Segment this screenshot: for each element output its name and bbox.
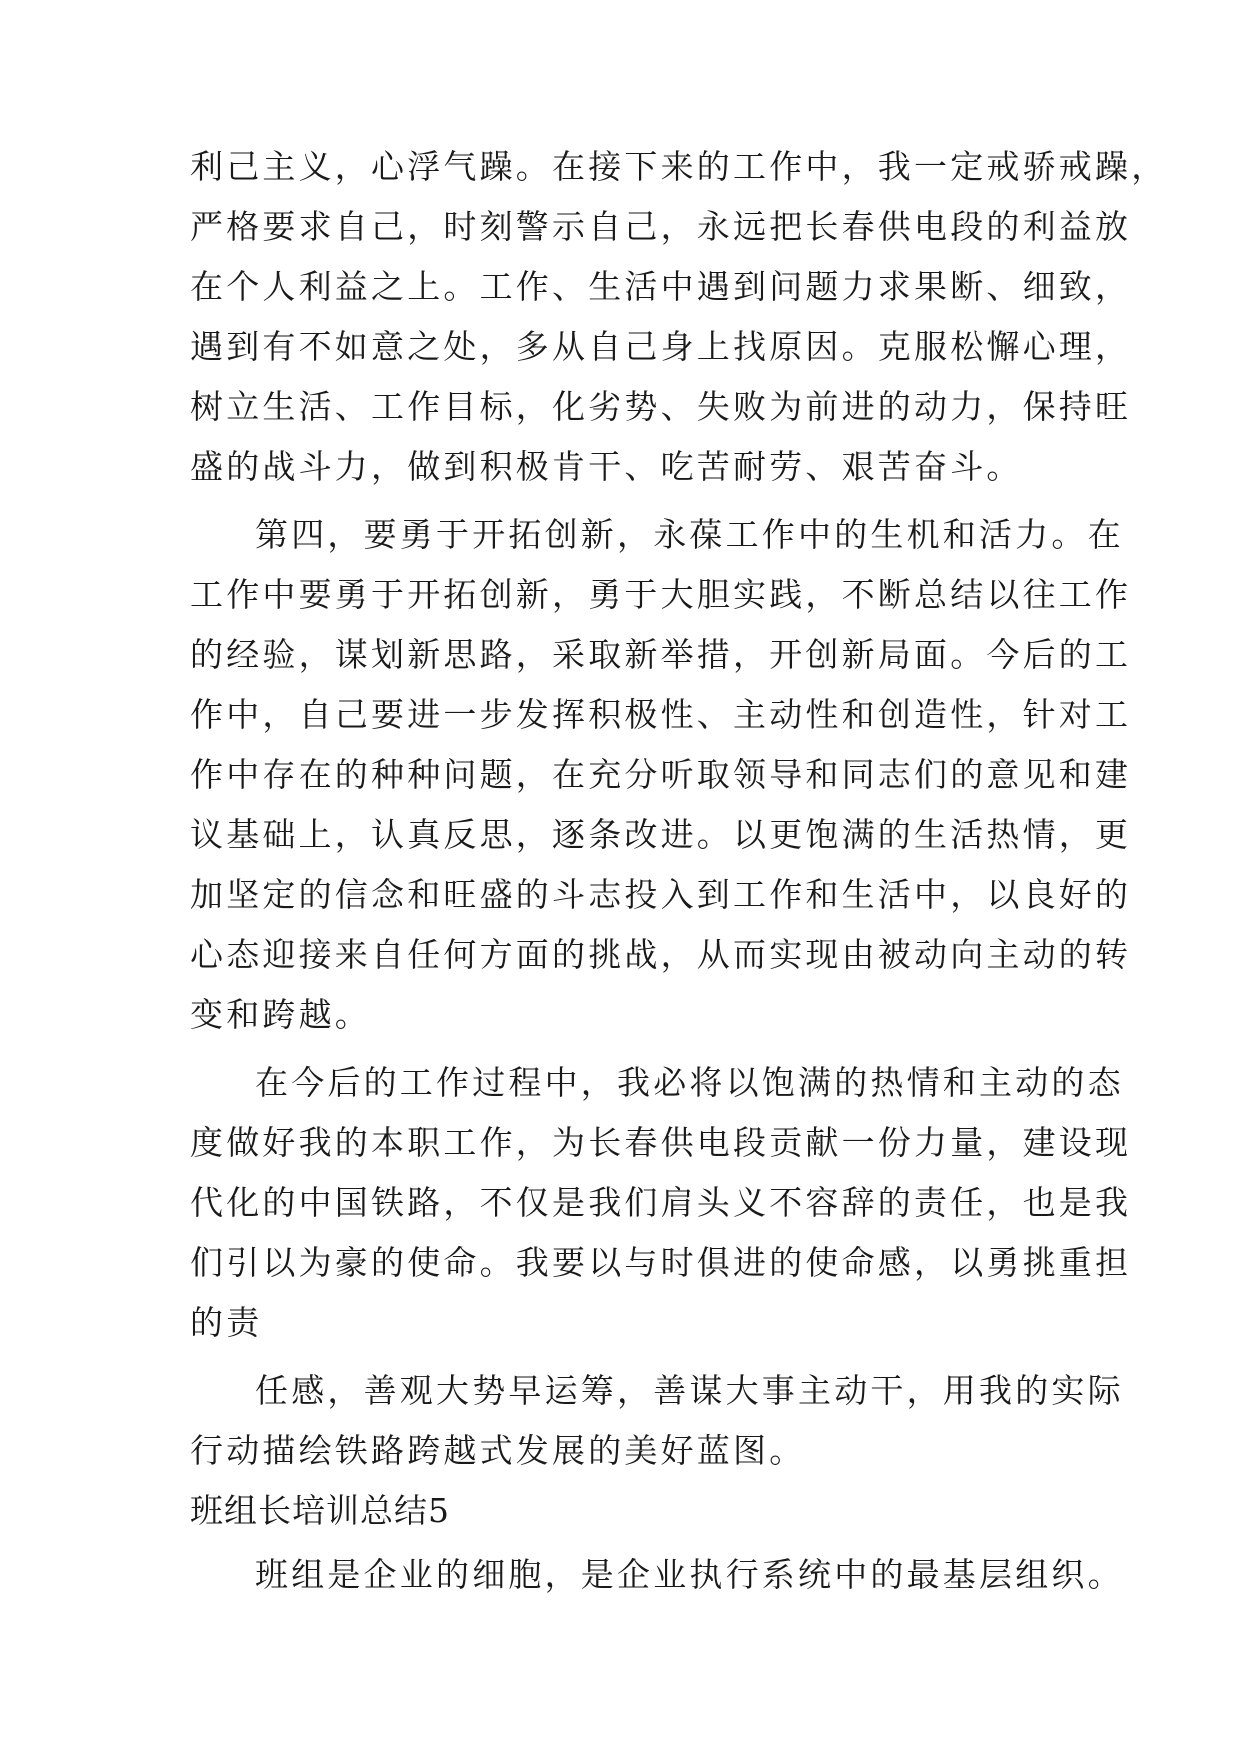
paragraph-line: 度做好我的本职工作，为长春供电段贡献一份力量，建设现 <box>190 1123 1132 1162</box>
paragraph-line: 盛的战斗力，做到积极肯干、吃苦耐劳、艰苦奋斗。 <box>190 447 1023 486</box>
paragraph-line: 代化的中国铁路，不仅是我们肩头义不容辞的责任，也是我 <box>190 1183 1132 1222</box>
paragraph-line: 任感，善观大势早运筹，善谋大事主动干，用我的实际 <box>255 1371 1124 1410</box>
paragraph-line: 们引以为豪的使命。我要以与时俱进的使命感，以勇挑重担 <box>190 1243 1132 1282</box>
paragraph-line: 严格要求自己，时刻警示自己，永远把长春供电段的利益放 <box>190 207 1132 246</box>
paragraph-line: 的经验，谋划新思路，采取新举措，开创新局面。今后的工 <box>190 635 1132 674</box>
paragraph-line: 行动描绘铁路跨越式发展的美好蓝图。 <box>190 1431 806 1470</box>
paragraph-line: 第四，要勇于开拓创新，永葆工作中的生机和活力。在 <box>255 515 1124 554</box>
paragraph-line: 利己主义，心浮气躁。在接下来的工作中，我一定戒骄戒躁， <box>190 147 1168 186</box>
paragraph-line: 的责 <box>190 1303 263 1342</box>
paragraph-line: 变和跨越。 <box>190 995 371 1034</box>
section-heading: 班组长培训总结5 <box>190 1491 450 1530</box>
paragraph-line: 作中，自己要进一步发挥积极性、主动性和创造性，针对工 <box>190 695 1132 734</box>
paragraph-line: 在个人利益之上。工作、生活中遇到问题力求果断、细致， <box>190 267 1132 306</box>
paragraph-line: 心态迎接来自任何方面的挑战，从而实现由被动向主动的转 <box>190 935 1132 974</box>
paragraph-line: 遇到有不如意之处，多从自己身上找原因。克服松懈心理， <box>190 327 1132 366</box>
paragraph-line: 树立生活、工作目标，化劣势、失败为前进的动力，保持旺 <box>190 387 1132 426</box>
paragraph-line: 班组是企业的细胞，是企业执行系统中的最基层组织。 <box>255 1555 1124 1594</box>
paragraph-line: 加坚定的信念和旺盛的斗志投入到工作和生活中，以良好的 <box>190 875 1132 914</box>
paragraph-line: 在今后的工作过程中，我必将以饱满的热情和主动的态 <box>255 1063 1124 1102</box>
paragraph-line: 议基础上，认真反思，逐条改进。以更饱满的生活热情，更 <box>190 815 1132 854</box>
paragraph-line: 工作中要勇于开拓创新，勇于大胆实践，不断总结以往工作 <box>190 575 1132 614</box>
paragraph-line: 作中存在的种种问题，在充分听取领导和同志们的意见和建 <box>190 755 1132 794</box>
